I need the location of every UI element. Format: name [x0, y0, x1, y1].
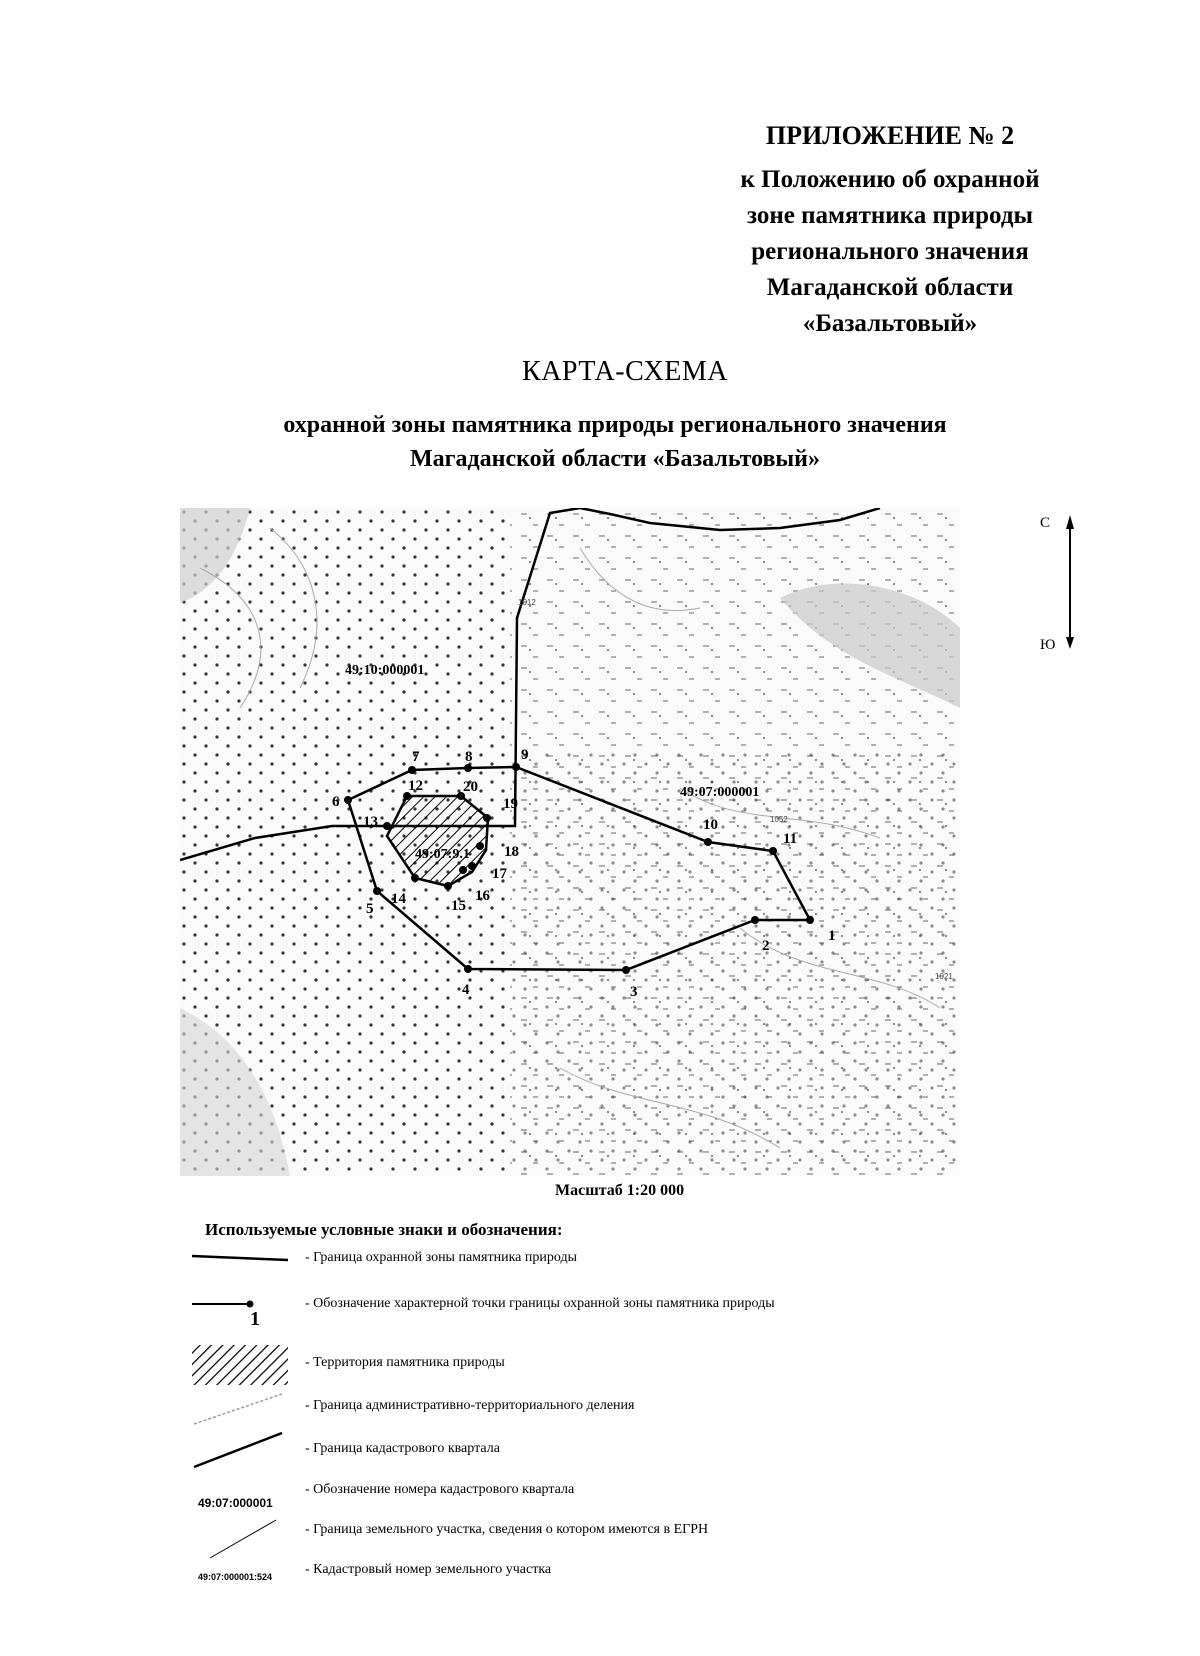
- point-label: 4: [462, 982, 470, 998]
- legend-item: [0, 1250, 1200, 1290]
- compass-north: С: [1040, 515, 1051, 531]
- point-label: 14: [391, 891, 406, 907]
- point-label: 13: [363, 814, 378, 830]
- map-scheme: [180, 508, 960, 1176]
- legend-parcel-boundary-symbol: [190, 1516, 300, 1560]
- legend-label: - Кадастровый номер земельного участка: [305, 1562, 552, 1577]
- legend-label: - Граница земельного участка, сведения о котором имеются в ЕГРН: [305, 1522, 709, 1537]
- compass: [1040, 515, 1090, 685]
- appendix-line: к Положению об охранной: [740, 166, 1040, 193]
- legend-point-symbol: [190, 1282, 300, 1326]
- point-label: 19: [503, 796, 518, 812]
- boundary-point: [459, 866, 467, 874]
- boundary-point: [751, 916, 759, 924]
- appendix-line: Магаданской области: [766, 274, 1014, 301]
- schema-subtitle: [200, 408, 1030, 476]
- schema-subtitle-line: Магаданской области «Базальтовый»: [409, 446, 820, 472]
- compass-arrow-icon: [1060, 515, 1080, 665]
- cadastral-quarter-label: 49:10:000001: [345, 663, 425, 678]
- legend-parcel-code: 49:07:000001:524: [198, 1572, 273, 1582]
- appendix-line: «Базальтовый»: [802, 310, 978, 337]
- point-label: 10: [703, 817, 718, 833]
- boundary-point: [806, 916, 814, 924]
- legend-admin-boundary-symbol: [190, 1384, 300, 1428]
- legend-point-number: 1: [250, 1308, 260, 1330]
- legend-item: [0, 1482, 1200, 1522]
- legend-item: [0, 1296, 1200, 1336]
- point-label: 18: [504, 844, 519, 860]
- boundary-point: [769, 847, 777, 855]
- boundary-point: [512, 763, 520, 771]
- appendix-header: [700, 118, 1080, 342]
- point-label: 16: [475, 888, 490, 904]
- boundary-point: [464, 764, 472, 772]
- point-label: 20: [463, 779, 478, 795]
- appendix-title: ПРИЛОЖЕНИЕ № 2: [765, 121, 1015, 150]
- schema-subtitle-line: охранной зоны памятника природы регионального значения: [283, 412, 947, 438]
- appendix-line: зоне памятника природы: [746, 202, 1034, 229]
- parcel-label: 49:07:9.1: [415, 847, 470, 862]
- cadastral-quarter-label: 49:07:000001: [680, 785, 760, 800]
- boundary-point: [468, 862, 476, 870]
- legend-title: Используемые условные знаки и обозначения:: [205, 1220, 563, 1239]
- appendix-line: регионального значения: [751, 238, 1029, 265]
- point-label: 9: [521, 747, 529, 763]
- legend-item: [0, 1522, 1200, 1562]
- boundary-point: [383, 822, 391, 830]
- boundary-point: [622, 966, 630, 974]
- point-label: 1: [828, 928, 836, 944]
- elevation-label: 1012: [518, 598, 536, 607]
- point-label: 8: [465, 749, 473, 765]
- point-label: 6: [332, 794, 340, 810]
- legend-quarter-code: 49:07:000001: [198, 1496, 273, 1510]
- boundary-point: [411, 874, 419, 882]
- point-label: 2: [762, 938, 770, 954]
- legend-label: - Граница охранной зоны памятника природы: [305, 1250, 577, 1265]
- boundary-point: [464, 965, 472, 973]
- map-background: [180, 508, 960, 1176]
- boundary-point: [373, 887, 381, 895]
- legend-item: [0, 1355, 1200, 1395]
- legend-item: [0, 1441, 1200, 1481]
- legend-label: - Граница кадастрового квартала: [305, 1441, 500, 1456]
- boundary-point: [483, 814, 491, 822]
- legend-label: - Граница административно-территориального деления: [305, 1398, 635, 1413]
- legend-item: [0, 1398, 1200, 1438]
- compass-south: Ю: [1040, 637, 1056, 653]
- legend-label: - Обозначение номера кадастрового квартала: [305, 1482, 575, 1497]
- point-label: 12: [408, 778, 423, 794]
- point-label: 15: [451, 898, 466, 914]
- point-label: 17: [492, 866, 507, 882]
- map-scale: Масштаб 1:20 000: [555, 1182, 685, 1199]
- boundary-point: [408, 766, 416, 774]
- legend-item: [0, 1562, 1200, 1602]
- schema-title: КАРТА-СХЕМА: [522, 356, 728, 387]
- legend-territory-symbol: [190, 1343, 300, 1387]
- boundary-point: [476, 842, 484, 850]
- point-label: 5: [366, 901, 374, 917]
- point-label: 7: [412, 749, 420, 765]
- point-label: 3: [630, 984, 638, 1000]
- legend-quarter-boundary-symbol: [190, 1427, 300, 1471]
- point-label: 11: [783, 831, 798, 847]
- boundary-point: [344, 796, 352, 804]
- elevation-label: 1052: [770, 815, 788, 824]
- boundary-point: [704, 838, 712, 846]
- legend-label: - Территория памятника природы: [305, 1355, 505, 1370]
- elevation-label: 1021: [935, 972, 953, 981]
- legend-label: - Обозначение характерной точки границы охранной зоны памятника природы: [305, 1296, 775, 1311]
- boundary-point: [444, 882, 452, 890]
